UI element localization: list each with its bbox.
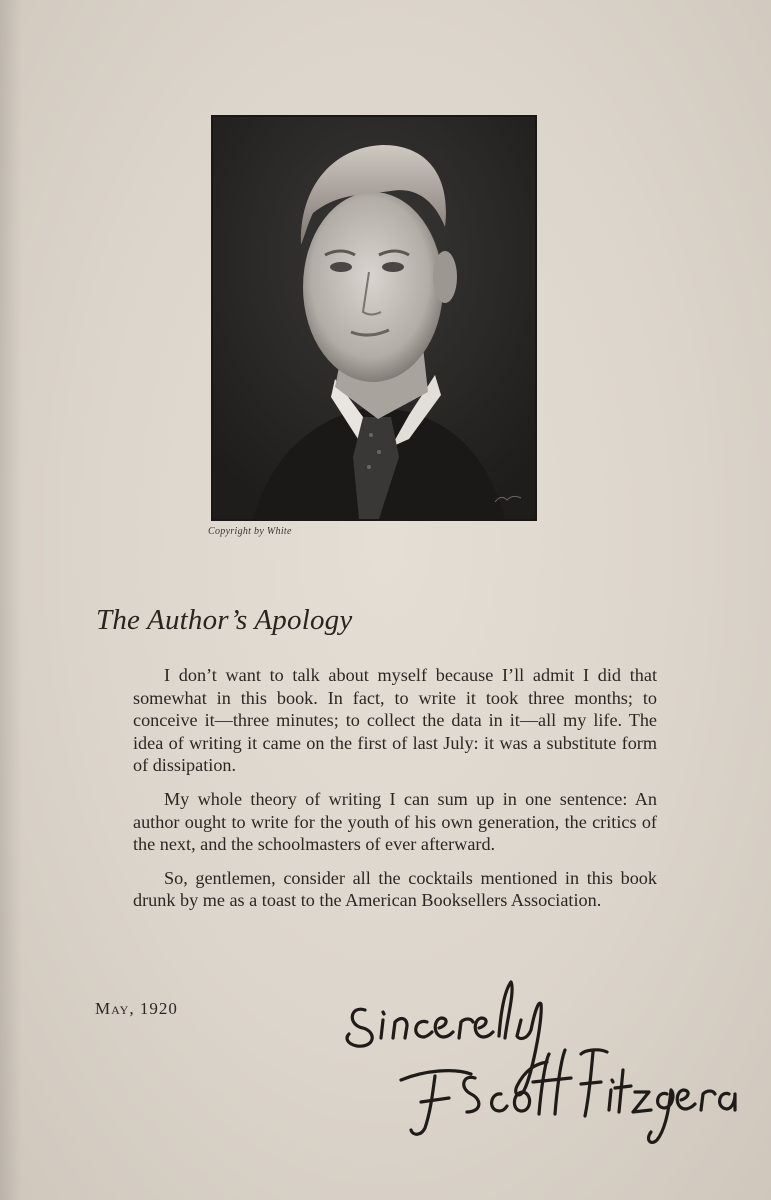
dateline: May, 1920	[95, 999, 178, 1018]
portrait-photo	[213, 117, 535, 519]
paragraph: My whole theory of writing I can sum up in one sentence: An author ought to write for the youth of his own generation, the critics of the next, and the schoolmasters of ever afterward.	[133, 788, 657, 855]
author-portrait	[211, 115, 537, 521]
page-gutter-shadow	[0, 0, 22, 1200]
paragraph: I don’t want to talk about myself because I’ll admit I did that somewhat in this book. In fact, to write it took three months; to conceive it—three minutes; to collect the data in it—all my life. The idea of writing it came on the first of last July: it was a substitute form of dissipation.	[133, 665, 657, 776]
paragraph: So, gentlemen, consider all the cocktails mentioned in this book drunk by me as a toast to the American Booksellers Association.	[133, 867, 657, 911]
handwritten-signature	[335, 970, 745, 1150]
signature-image	[335, 970, 745, 1150]
page-title: The Author’s Apology	[96, 604, 353, 636]
photo-credit: Copyright by White	[208, 526, 292, 537]
apology-body	[133, 664, 657, 923]
